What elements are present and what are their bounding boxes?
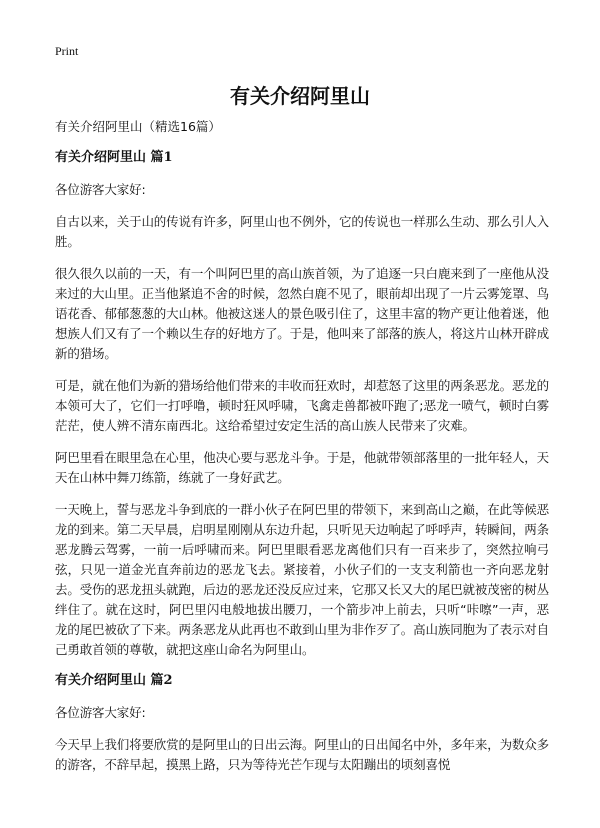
paragraph: 一天晚上，誓与恶龙斗争到底的一群小伙子在阿巴里的带领下，来到高山之巅，在此等候恶龙的到来。第二天早晨，启明星刚刚从东边升起，只听见天边响起了呼呼声，转瞬间，两条恶龙腾云驾雾，一前一后呼啸而来。阿巴里眼看恶龙离他们只有一百来步了，突然拉响弓弦，只见一道金光直奔前边的恶龙飞去。紧接着，小伙子们的一支支利箭也一齐向恶龙射去。受伤的恶龙扭头就跑，后边的恶龙还没反应过来，它那又长又大的尾巴就被茂密的树丛绊住了。就在这时，阿巴里闪电般地拔出腰刀，一个箭步冲上前去，只听“咔嚓”一声，恶龙的尾巴被砍了下来。两条恶龙从此再也不敢到山里为非作歹了。高山族同胞为了表示对自己勇敢首领的尊敬，就把这座山命名为阿里山。 — [55, 502, 550, 657]
paragraph: 阿巴里看在眼里急在心里，他决心要与恶龙斗争。于是，他就带领部落里的一批年轻人，天天在山林中舞刀练箭，练就了一身好武艺。 — [55, 450, 550, 485]
paragraph: 今天早上我们将要欣赏的是阿里山的日出云海。阿里山的日出闻名中外，多年来，为数众多的游客，不辞早起，摸黑上路，只为等待光芒乍现与太阳蹦出的顷刻喜悦 — [55, 737, 550, 772]
paragraph-greeting: 各位游客大家好: — [55, 705, 146, 720]
paragraph: 可是，就在他们为新的猎场给他们带来的丰收而狂欢时，却惹怒了这里的两条恶龙。恶龙的本领可大了，它们一打呼噜，顿时狂风呼啸，飞禽走兽都被吓跑了;恶龙一喷气，顿时白雾茫茫，使人辨不清东南西北。这给希望过安定生活的高山族人民带来了灾难。 — [55, 378, 550, 433]
document-body — [55, 118, 549, 787]
paragraph: 很久很久以前的一天，有一个叫阿巴里的高山族首领，为了追逐一只白鹿来到了一座他从没来过的大山里。正当他紧追不舍的时候，忽然白鹿不见了，眼前却出现了一片云雾笼罩、鸟语花香、郁郁葱葱的大山林。他被这迷人的景色吸引住了，这里丰富的物产更让他着迷，他想族人们又有了一个赖以生存的好地方了。于是，他叫来了部落的族人，将这片山林开辟成新的猎场。 — [55, 266, 550, 361]
paragraph: 自古以来，关于山的传说有许多，阿里山也不例外，它的传说也一样那么生动、那么引人入胜。 — [55, 214, 550, 249]
section-heading-1: 有关介绍阿里山 篇1 — [55, 150, 173, 165]
print-link[interactable]: Print — [55, 44, 79, 58]
paragraph-greeting: 各位游客大家好: — [55, 182, 146, 197]
page-title: 有关介绍阿里山 — [230, 84, 370, 108]
section-heading-2: 有关介绍阿里山 篇2 — [55, 673, 173, 688]
document-subtitle: 有关介绍阿里山（精选16篇） — [55, 119, 221, 134]
